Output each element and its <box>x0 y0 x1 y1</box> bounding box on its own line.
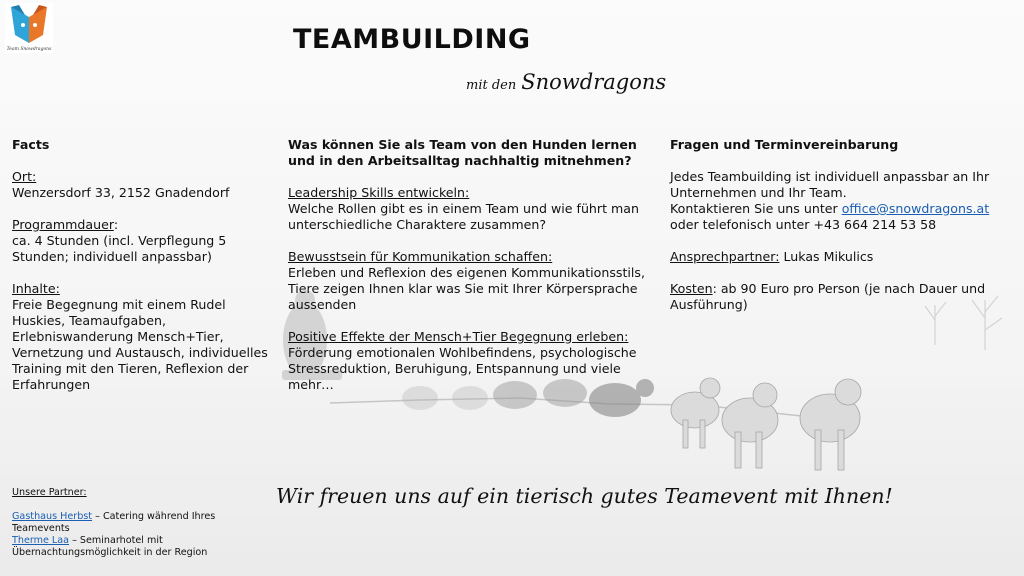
kosten-value: : ab 90 Euro pro Person (je nach Dauer und Ausführung) <box>670 281 986 312</box>
inhalte-label: Inhalte: <box>12 281 60 296</box>
ort-value: Wenzersdorf 33, 2152 Gnadendorf <box>12 185 230 200</box>
kosten-label: Kosten <box>670 281 713 296</box>
dauer-value: ca. 4 Stunden (incl. Verpflegung 5 Stunden; individuell anpassbar) <box>12 233 227 264</box>
ansprech-label: Ansprechpartner: <box>670 249 780 264</box>
learning-item-text: Erleben und Reflexion des eigenen Kommunikationsstils, Tiere zeigen Ihnen klar was Sie mit Ihrer Körpersprache aussenden <box>288 265 645 312</box>
email-link[interactable]: office@snowdragons.at <box>841 201 990 216</box>
ort-label: Ort: <box>12 169 37 184</box>
ansprechpartner-line <box>670 249 1015 265</box>
facts-column: Facts Ort: Wenzersdorf 33, 2152 Gnadendorf Programmdauer: ca. 4 Stunden (incl. Verpflegung 5 Stunden; individuell anpassbar) Inhalte: Freie Begegnung mit einem Rudel Huskies, Teamaufgaben, Erlebniswanderung Mensch+Tier, Vernetzung und Austausch, individuelles Training mit den Tieren, Reflexion der Erfahrungen <box>12 137 277 393</box>
snowdragons-logo <box>5 3 53 53</box>
page-title: TEAMBUILDING <box>293 24 531 55</box>
subtitle-brand: Snowdragons <box>521 70 667 94</box>
page-subtitle <box>466 70 666 94</box>
logo-caption: Team Snowdragons <box>6 47 52 52</box>
partner-link[interactable]: Gasthaus Herbst <box>12 511 93 522</box>
learning-column <box>288 137 658 393</box>
contact-post: oder telefonisch unter +43 664 214 53 58 <box>670 217 937 232</box>
learning-item-text: Welche Rollen gibt es in einem Team und wie führt man unterschiedliche Charaktere zusammen? <box>288 201 639 232</box>
partner-desc: – Seminarhotel mit Übernachtungsmöglichkeit in der Region <box>12 535 208 558</box>
subtitle-prefix: mit den <box>466 78 517 93</box>
learning-item-title: Bewusstsein für Kommunikation schaffen: <box>288 249 553 264</box>
ansprech-value: Lukas Mikulics <box>783 249 874 264</box>
contact-column <box>670 137 1015 313</box>
learning-item-title: Leadership Skills entwickeln: <box>288 185 470 200</box>
partner-link[interactable]: Therme Laa <box>12 535 70 546</box>
partners-heading: Unsere Partner: <box>12 487 87 498</box>
contact-line <box>670 201 1015 233</box>
facts-heading: Facts <box>12 137 50 152</box>
learning-item-title: Positive Effekte der Mensch+Tier Begegnung erleben: <box>288 329 629 344</box>
partner-desc: – Catering während Ihres Teamevents <box>12 511 216 534</box>
kosten-line <box>670 281 1015 313</box>
contact-intro: Jedes Teambuilding ist individuell anpassbar an Ihr Unternehmen und Ihr Team. <box>670 169 990 200</box>
inhalte-value: Freie Begegnung mit einem Rudel Huskies, Teamaufgaben, Erlebniswanderung Mensch+Tier, Vernetzung und Austausch, individuelles Training mit den Tieren, Reflexion der Erfahrungen <box>12 297 268 392</box>
dragon-head-icon <box>5 3 53 53</box>
contact-heading: Fragen und Terminvereinbarung <box>670 137 899 152</box>
learning-item-text: Förderung emotionalen Wohlbefindens, psychologische Stressreduktion, Beruhigung, Entspannung und viele mehr… <box>288 345 637 392</box>
partners-section <box>12 487 237 559</box>
partner-item <box>12 511 237 535</box>
learning-heading: Was können Sie als Team von den Hunden lernen und in den Arbeitsalltag nachhaltig mitnehmen? <box>288 137 637 168</box>
dauer-label: Programmdauer <box>12 217 114 232</box>
partner-item <box>12 535 237 559</box>
closing-slogan: Wir freuen uns auf ein tierisch gutes Teamevent mit Ihnen! <box>276 484 893 508</box>
contact-pre: Kontaktieren Sie uns unter <box>670 201 838 216</box>
